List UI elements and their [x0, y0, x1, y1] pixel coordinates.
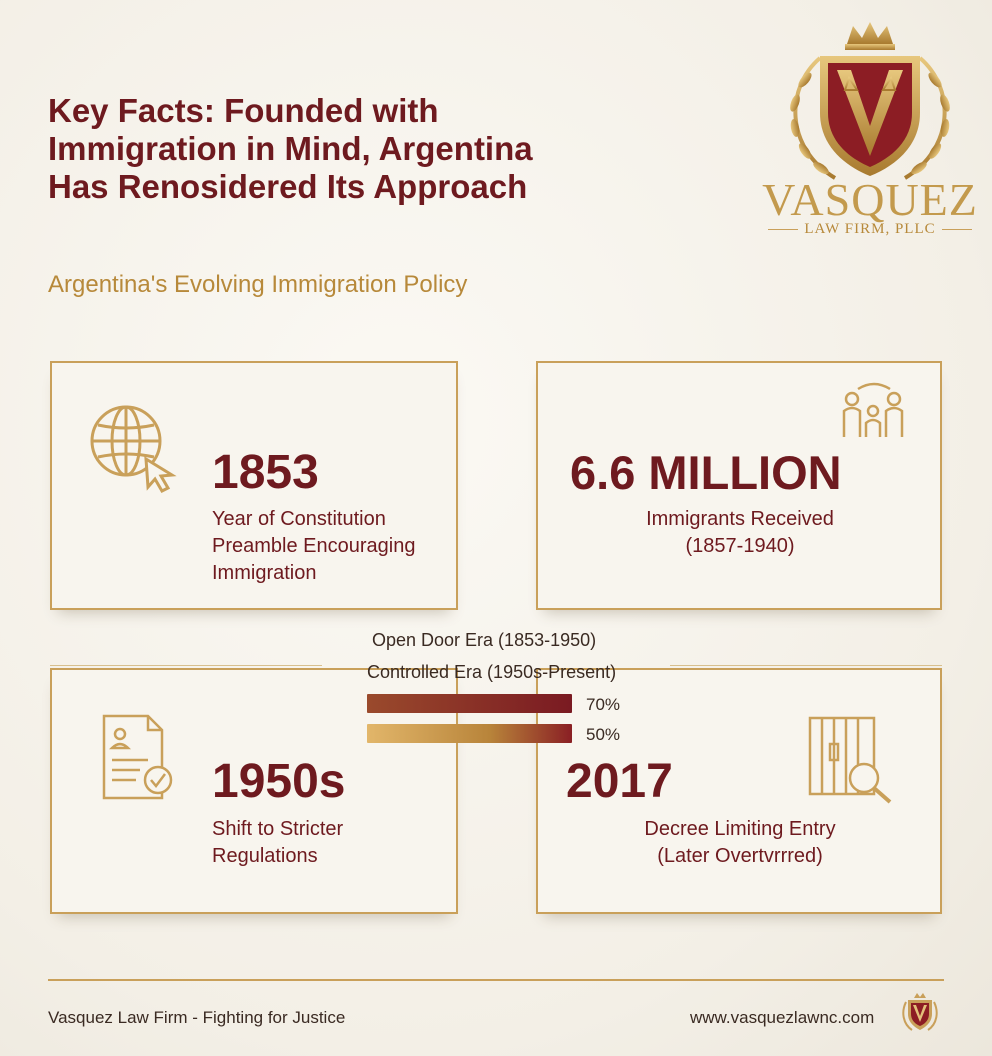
fact-description: Immigrants Received (1857-1940)	[646, 508, 834, 557]
footer-crest-icon	[900, 992, 940, 1034]
era-chart	[330, 628, 670, 748]
legend-open-door: Open Door Era (1853-1950)	[372, 630, 597, 650]
globe-cursor-icon	[88, 403, 183, 493]
footer-divider	[48, 979, 944, 981]
logo-tagline: LAW FIRM, PLLC	[765, 221, 975, 238]
title-line-2: Immigration in Mind, Argentina	[48, 130, 533, 167]
fact-description: Shift to Stricter Regulations	[212, 818, 344, 867]
bar-controlled	[367, 724, 572, 743]
page-title	[48, 92, 688, 206]
logo-name: VASQUEZ	[762, 174, 978, 225]
fact-value: 6.6 MILLION	[570, 446, 842, 499]
footer-website-link[interactable]: www.vasquezlawnc.com	[690, 1008, 875, 1027]
firm-logo	[762, 18, 978, 248]
family-icon	[838, 381, 910, 441]
divider-left	[50, 665, 322, 666]
fact-card-1853	[50, 361, 458, 610]
bar-open-door	[367, 694, 572, 713]
fact-description: Decree Limiting Entry (Later Overtvrrred)	[644, 818, 836, 867]
gate-magnifier-icon	[806, 714, 896, 806]
fact-description: Year of Constitution Preamble Encouraging Immigration	[212, 508, 416, 584]
fact-value: 1950s	[212, 755, 346, 808]
document-check-icon	[100, 712, 180, 802]
legend-controlled: Controlled Era (1950s-Present)	[367, 662, 617, 682]
fact-value: 1853	[212, 446, 319, 499]
footer-tagline: Vasquez Law Firm - Fighting for Justice	[48, 1008, 346, 1027]
divider-right	[670, 665, 942, 666]
title-line-1: Key Facts: Founded with	[48, 92, 439, 129]
fact-value: 2017	[566, 755, 673, 808]
page-subtitle: Argentina's Evolving Immigration Policy	[48, 271, 468, 298]
fact-card-immigrants	[536, 361, 942, 610]
title-line-3: Has Renosidered Its Approach	[48, 168, 528, 205]
bar-label-open-door: 70%	[586, 695, 621, 714]
bar-label-controlled: 50%	[586, 725, 621, 744]
